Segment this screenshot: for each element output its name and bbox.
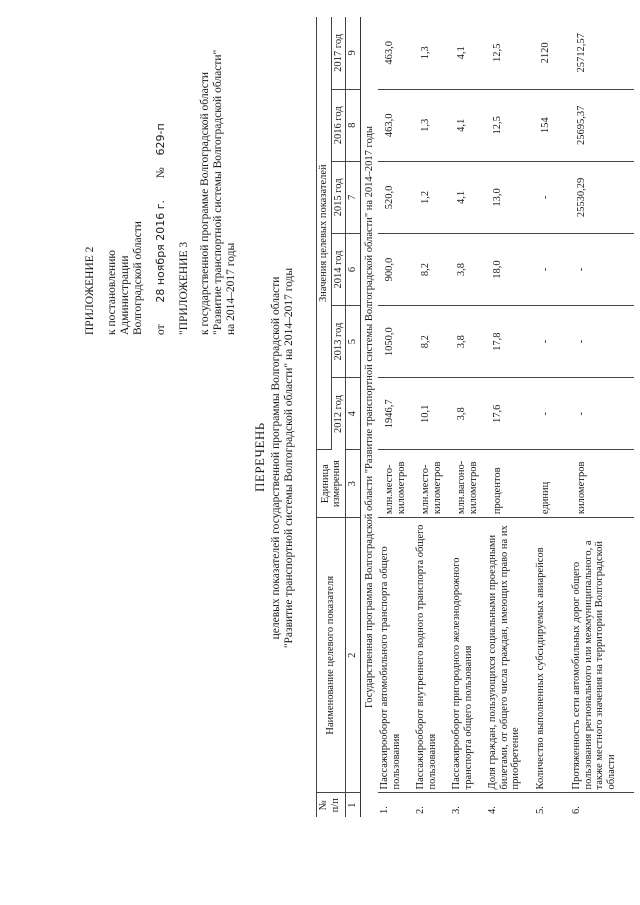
row-value: 12,5: [486, 17, 534, 89]
number-value: 629-п: [154, 123, 167, 156]
row-name: Доля граждан, пользующихся социальными проездными билетами, от общего числа граждан, имеющих право на их приобретение: [486, 518, 534, 793]
row-value: 1050,0: [378, 306, 414, 378]
row-value: -: [534, 161, 570, 233]
appendix-label: ПРИЛОЖЕНИЕ 2: [84, 246, 96, 335]
row-value: 463,0: [378, 17, 414, 89]
row-num: 3.: [451, 806, 462, 814]
row-value: 1,3: [414, 17, 450, 89]
row-value: 25712,57: [570, 17, 634, 89]
row-value: 3,8: [450, 233, 486, 305]
date-line: [154, 123, 168, 335]
row-value: 463,0: [378, 89, 414, 161]
col-index: 3: [346, 450, 361, 518]
to-decree-label: к постановлению: [106, 250, 118, 335]
program-line-1: к государственной программе Волгоградской области: [199, 72, 211, 335]
row-unit: млн.место-километров: [378, 450, 414, 518]
row-value: 18,0: [486, 233, 534, 305]
header-year-2017: 2017 год: [331, 17, 346, 89]
row-value: 25695,37: [570, 89, 634, 161]
row-value: 4,1: [450, 17, 486, 89]
row-name: Пассажирооборот внутреннего водного транспорта общего пользования: [414, 518, 450, 793]
document-title: ПЕРЕЧЕНЬ: [252, 422, 267, 492]
row-name: Пассажирооборот автомобильного транспорта общего пользования: [378, 518, 414, 793]
row-value: 25530,29: [570, 161, 634, 233]
row-unit: млн.место-километров: [414, 450, 450, 518]
table-row: [378, 17, 414, 817]
table-row: [450, 17, 486, 817]
row-num: 2.: [415, 806, 426, 814]
row-value: 10,1: [414, 378, 450, 450]
row-value: 8,2: [414, 306, 450, 378]
subtitle-line-1: целевых показателей государственной программы Волгоградской области: [270, 276, 282, 640]
header-year-2012: 2012 год: [331, 378, 346, 450]
col-index: 8: [346, 89, 361, 161]
row-value: 154: [534, 89, 570, 161]
program-row-text: Государственная программа Волгоградской области "Развитие транспортной системы Волгоградской области" на 2014–2017 годы: [360, 17, 378, 817]
row-unit: млн.вагоно-километров: [450, 450, 486, 518]
row-value: -: [534, 378, 570, 450]
row-name: Количество выполненных субсидируемых авиарейсов: [534, 518, 570, 793]
row-value: 8,2: [414, 233, 450, 305]
header-year-2016: 2016 год: [331, 89, 346, 161]
row-value: 17,8: [486, 306, 534, 378]
col-index: 9: [346, 17, 361, 89]
row-unit: километров: [570, 450, 634, 518]
header-unit: Единица измерения: [317, 450, 346, 518]
row-name: Пассажирооборот пригородного железнодорожного транспорта общего пользования: [450, 518, 486, 793]
row-num: 4.: [487, 806, 498, 814]
row-value: -: [570, 306, 634, 378]
subtitle-line-2: "Развитие транспортной системы Волгоградской области" на 2014–2017 годы: [283, 267, 295, 649]
administration-label: Администрации: [119, 255, 131, 335]
row-value: 900,0: [378, 233, 414, 305]
col-index: 4: [346, 378, 361, 450]
row-unit: процентов: [486, 450, 534, 518]
program-row: [360, 17, 378, 817]
row-num: 6.: [571, 806, 582, 814]
row-value: 1946,7: [378, 378, 414, 450]
row-num: 1.: [379, 806, 390, 814]
row-value: 4,1: [450, 161, 486, 233]
table-body: [360, 17, 634, 817]
date-prefix: от: [155, 324, 167, 335]
row-value: -: [534, 233, 570, 305]
table-row: [414, 17, 450, 817]
row-value: 12,5: [486, 89, 534, 161]
row-value: 1,2: [414, 161, 450, 233]
appendix3-label: "ПРИЛОЖЕНИЕ 3: [178, 241, 190, 335]
row-value: 3,8: [450, 378, 486, 450]
row-value: 4,1: [450, 89, 486, 161]
program-line-2: "Развитие транспортной системы Волгоградской области": [212, 49, 224, 335]
number-prefix: №: [155, 167, 167, 179]
row-value: 17,6: [486, 378, 534, 450]
document-subtitle: [270, 248, 296, 668]
header-year-2014: 2014 год: [331, 233, 346, 305]
program-line-3: на 2014–2017 годы: [225, 242, 237, 335]
indicators-table: [316, 17, 634, 817]
table-row: [534, 17, 570, 817]
col-index: 2: [346, 518, 361, 793]
row-value: 1,3: [414, 89, 450, 161]
col-index: 1: [346, 793, 361, 817]
row-value: 3,8: [450, 306, 486, 378]
col-index: 7: [346, 161, 361, 233]
header-name: Наименование целевого показателя: [317, 518, 346, 793]
date-value: 28 ноября 2016 г.: [154, 199, 167, 303]
header-year-2013: 2013 год: [331, 306, 346, 378]
row-name: Протяженность сети автомобильных дорог общего пользования регионального или межмуниципального, а также местного значения на территории Волгоградской области: [570, 518, 634, 793]
header-values-group: Значения целевых показателей: [317, 17, 332, 450]
row-value: -: [570, 378, 634, 450]
row-unit: единиц: [534, 450, 570, 518]
row-value: -: [534, 306, 570, 378]
row-value: 13,0: [486, 161, 534, 233]
row-value: 520,0: [378, 161, 414, 233]
row-num: 5.: [535, 806, 546, 814]
col-index: 5: [346, 306, 361, 378]
region-label: Волгоградской области: [132, 221, 144, 335]
row-value: 2120: [534, 17, 570, 89]
row-value: -: [570, 233, 634, 305]
header-year-2015: 2015 год: [331, 161, 346, 233]
col-index: 6: [346, 233, 361, 305]
table-row: [486, 17, 534, 817]
header-num: № п/п: [317, 793, 346, 817]
table-row: [570, 17, 634, 817]
